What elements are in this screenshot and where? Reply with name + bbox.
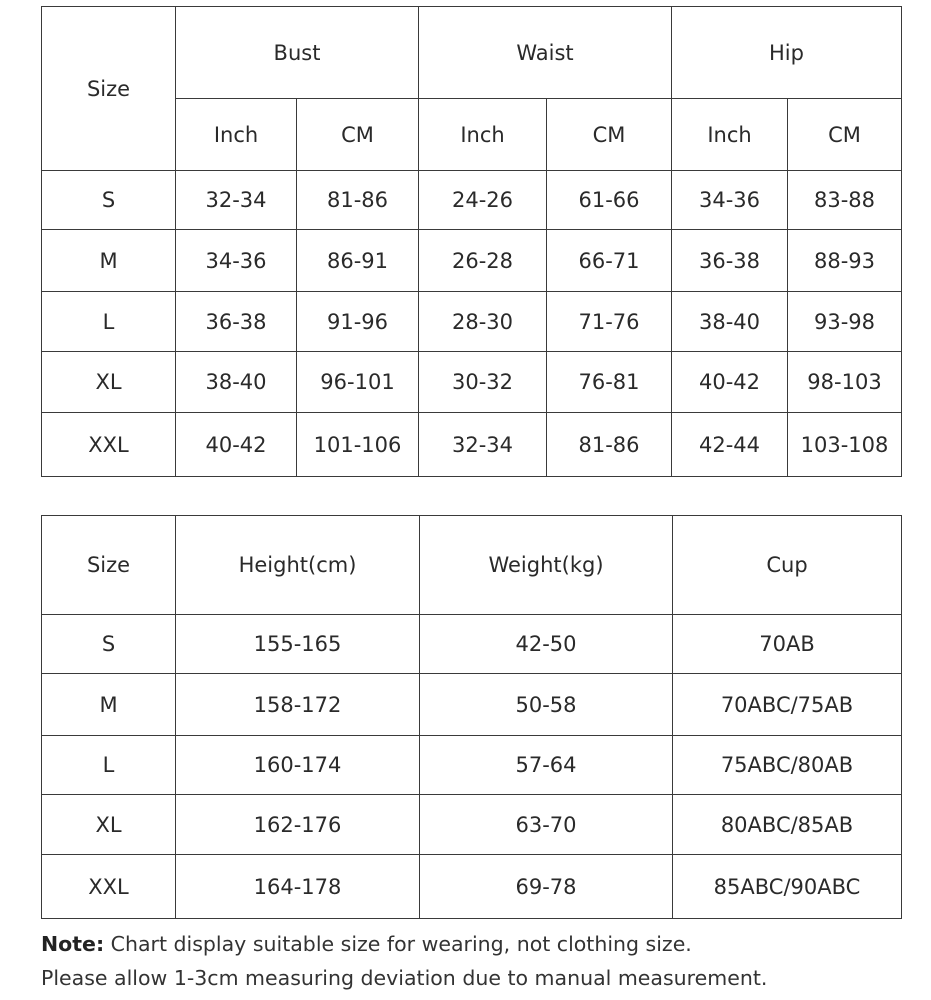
size-measurement-table bbox=[41, 6, 902, 477]
waist-inch-cell: 32-34 bbox=[419, 413, 547, 477]
height-cell: 155-165 bbox=[176, 615, 420, 674]
size-cell: XXL bbox=[42, 855, 176, 919]
weight-cell: 50-58 bbox=[420, 674, 673, 736]
height-cell: 160-174 bbox=[176, 736, 420, 795]
size-cell: L bbox=[42, 292, 176, 352]
size-cell: M bbox=[42, 230, 176, 292]
bust-cm-cell: 91-96 bbox=[297, 292, 419, 352]
cup-cell: 85ABC/90ABC bbox=[673, 855, 902, 919]
weight-cell: 69-78 bbox=[420, 855, 673, 919]
bust-inch-cell: 38-40 bbox=[176, 352, 297, 413]
waist-cm-cell: 71-76 bbox=[547, 292, 672, 352]
waist-inch-cell: 24-26 bbox=[419, 171, 547, 230]
size-cell: S bbox=[42, 171, 176, 230]
hip-inch-cell: 36-38 bbox=[672, 230, 788, 292]
hip-header: Hip bbox=[672, 7, 902, 99]
bust-cm-cell: 81-86 bbox=[297, 171, 419, 230]
waist-cm-cell: 66-71 bbox=[547, 230, 672, 292]
note-label: Note: bbox=[41, 932, 105, 956]
note-line-1 bbox=[41, 932, 692, 956]
table-row bbox=[42, 855, 902, 919]
table-row bbox=[42, 352, 902, 413]
waist-header: Waist bbox=[419, 7, 672, 99]
bust-inch-cell: 40-42 bbox=[176, 413, 297, 477]
size-cell: XL bbox=[42, 795, 176, 855]
hip-inch-cell: 42-44 bbox=[672, 413, 788, 477]
size-header: Size bbox=[42, 7, 176, 171]
note-text: Chart display suitable size for wearing, not clothing size. bbox=[104, 932, 692, 956]
waist-cm-cell: 76-81 bbox=[547, 352, 672, 413]
height-cell: 158-172 bbox=[176, 674, 420, 736]
weight-cell: 57-64 bbox=[420, 736, 673, 795]
cup-header: Cup bbox=[673, 516, 902, 615]
table-row bbox=[42, 171, 902, 230]
hip-inch-header: Inch bbox=[672, 99, 788, 171]
hip-cm-cell: 98-103 bbox=[788, 352, 902, 413]
size-cell: XXL bbox=[42, 413, 176, 477]
waist-inch-cell: 28-30 bbox=[419, 292, 547, 352]
waist-cm-cell: 81-86 bbox=[547, 413, 672, 477]
hip-cm-header: CM bbox=[788, 99, 902, 171]
bust-inch-cell: 34-36 bbox=[176, 230, 297, 292]
cup-cell: 75ABC/80AB bbox=[673, 736, 902, 795]
cup-cell: 80ABC/85AB bbox=[673, 795, 902, 855]
bust-inch-cell: 36-38 bbox=[176, 292, 297, 352]
waist-inch-cell: 26-28 bbox=[419, 230, 547, 292]
bust-cm-cell: 86-91 bbox=[297, 230, 419, 292]
table-row bbox=[42, 736, 902, 795]
size-header: Size bbox=[42, 516, 176, 615]
cup-cell: 70ABC/75AB bbox=[673, 674, 902, 736]
waist-cm-header: CM bbox=[547, 99, 672, 171]
hip-inch-cell: 40-42 bbox=[672, 352, 788, 413]
table-row bbox=[42, 674, 902, 736]
hip-cm-cell: 88-93 bbox=[788, 230, 902, 292]
size-cell: L bbox=[42, 736, 176, 795]
note-line-2: Please allow 1-3cm measuring deviation due to manual measurement. bbox=[41, 966, 768, 990]
height-header: Height(cm) bbox=[176, 516, 420, 615]
size-cell: XL bbox=[42, 352, 176, 413]
bust-inch-cell: 32-34 bbox=[176, 171, 297, 230]
hip-cm-cell: 93-98 bbox=[788, 292, 902, 352]
hip-inch-cell: 38-40 bbox=[672, 292, 788, 352]
weight-header: Weight(kg) bbox=[420, 516, 673, 615]
hip-cm-cell: 83-88 bbox=[788, 171, 902, 230]
bust-cm-header: CM bbox=[297, 99, 419, 171]
size-cell: S bbox=[42, 615, 176, 674]
waist-cm-cell: 61-66 bbox=[547, 171, 672, 230]
bust-header: Bust bbox=[176, 7, 419, 99]
weight-cell: 63-70 bbox=[420, 795, 673, 855]
hip-cm-cell: 103-108 bbox=[788, 413, 902, 477]
waist-inch-header: Inch bbox=[419, 99, 547, 171]
table-row bbox=[42, 615, 902, 674]
table-row bbox=[42, 292, 902, 352]
bust-cm-cell: 101-106 bbox=[297, 413, 419, 477]
size-cell: M bbox=[42, 674, 176, 736]
weight-cell: 42-50 bbox=[420, 615, 673, 674]
size-fit-table bbox=[41, 515, 902, 919]
table-row bbox=[42, 413, 902, 477]
hip-inch-cell: 34-36 bbox=[672, 171, 788, 230]
table-row bbox=[42, 795, 902, 855]
height-cell: 162-176 bbox=[176, 795, 420, 855]
cup-cell: 70AB bbox=[673, 615, 902, 674]
waist-inch-cell: 30-32 bbox=[419, 352, 547, 413]
bust-cm-cell: 96-101 bbox=[297, 352, 419, 413]
table-row bbox=[42, 230, 902, 292]
height-cell: 164-178 bbox=[176, 855, 420, 919]
bust-inch-header: Inch bbox=[176, 99, 297, 171]
